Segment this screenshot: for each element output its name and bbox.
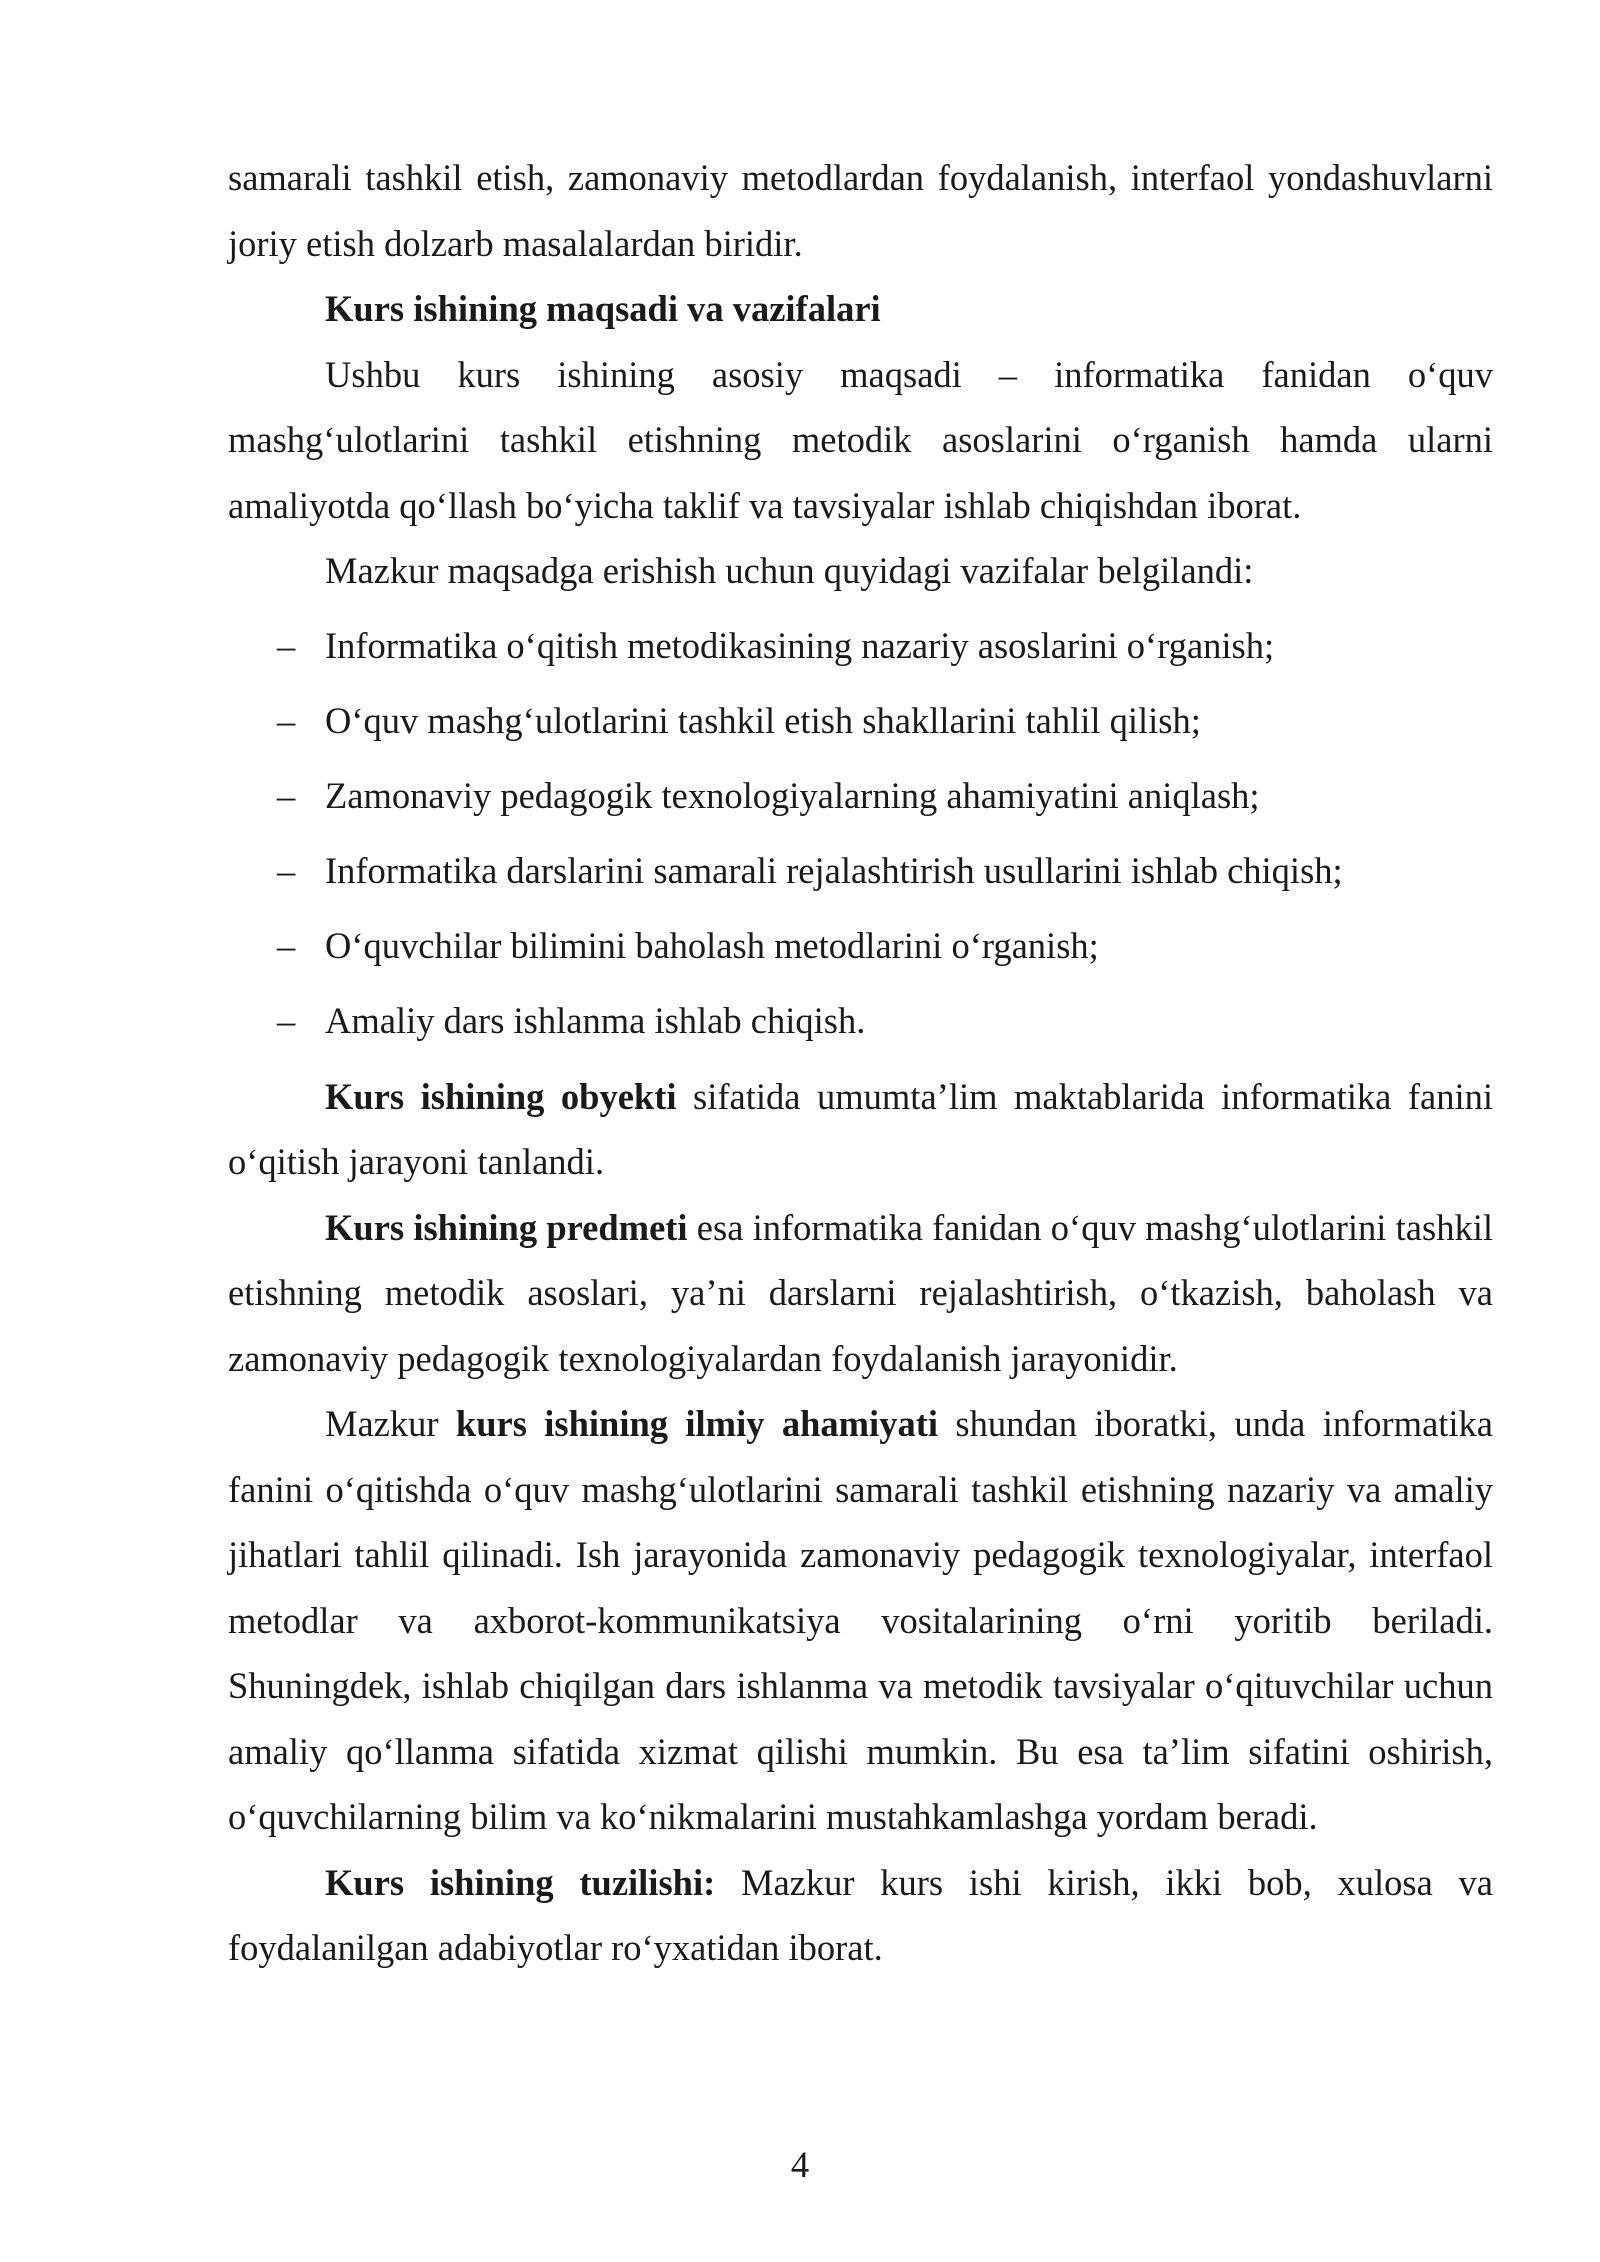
list-item xyxy=(228,683,1493,758)
list-item-text: O‘quvchilar bilimini baholash metodlarini o‘rganish; xyxy=(325,924,1099,966)
list-dash: – xyxy=(277,849,296,891)
paragraph-significance xyxy=(228,1391,1493,1850)
paragraph-object xyxy=(228,1064,1493,1195)
list-item-text: Informatika o‘qitish metodikasining nazariy asoslarini o‘rganish; xyxy=(325,624,1275,666)
paragraph-significance-start: Mazkur xyxy=(325,1403,456,1444)
term-significance: kurs ishining ilmiy ahamiyati xyxy=(455,1403,938,1444)
paragraph-significance-text: shundan iboratki, unda informatika fanini o‘qitishda o‘quv mashg‘ulotlarini samarali tashkil etishning nazariy va amaliy jihatlari tahlil qilinadi. Ish jarayonida zamonaviy pedagogik texnologiyalar, interfaol metodlar va axborot-kommunikatsiya vositalarining o‘rni yoritib beriladi. Shuningdek, ishlab chiqilgan dars ishlanma va metodik tavsiyalar o‘qituvchilar uchun amaliy qo‘llanma sifatida xizmat qilishi mumkin. Bu esa ta’lim sifatini oshirish, o‘quvchilarning bilim va ko‘nikmalarini mustahkamlashga yordam beradi. xyxy=(228,1403,1494,1837)
list-item-text: Zamonaviy pedagogik texnologiyalarning ahamiyatini aniqlash; xyxy=(325,774,1260,816)
paragraph-subject xyxy=(228,1195,1493,1392)
list-item xyxy=(228,758,1493,833)
term-object: Kurs ishining obyekti xyxy=(325,1075,677,1117)
paragraph-subject-text: esa informatika fanidan o‘quv mashg‘ulotlarini tashkil etishning metodik asoslari, ya’ni darslarni rejalashtirish, o‘tkazish, baholash va zamonaviy pedagogik texnologiyalardan foydalanish jarayonidir. xyxy=(228,1206,1493,1379)
list-dash: – xyxy=(277,924,296,966)
tasks-list xyxy=(228,608,1493,1058)
document-page xyxy=(228,145,1493,1981)
term-structure: Kurs ishining tuzilishi: xyxy=(325,1861,716,1903)
list-item xyxy=(228,833,1493,908)
list-item-text: Amaliy dars ishlanma ishlab chiqish. xyxy=(325,999,866,1041)
section-heading: Kurs ishining maqsadi va vazifalari xyxy=(325,288,881,329)
paragraph-intro-continuation: samarali tashkil etish, zamonaviy metodlardan foydalanish, interfaol yondashuvlarni joriy etish dolzarb masalalardan biridir. xyxy=(228,157,1493,264)
paragraph-structure xyxy=(228,1850,1493,1981)
list-item xyxy=(228,608,1493,683)
page-number: 4 xyxy=(790,2144,810,2185)
list-dash: – xyxy=(277,999,296,1041)
list-item-text: Informatika darslarini samarali rejalashtirish usullarini ishlab chiqish; xyxy=(325,849,1343,891)
paragraph-object-text: sifatida umumta’lim maktablarida informatika fanini o‘qitish jarayoni tanlandi. xyxy=(228,1075,1493,1182)
list-dash: – xyxy=(277,774,296,816)
list-item xyxy=(228,983,1493,1058)
list-dash: – xyxy=(277,624,296,666)
term-subject: Kurs ishining predmeti xyxy=(325,1206,688,1248)
list-item xyxy=(228,908,1493,983)
list-item-text: O‘quv mashg‘ulotlarini tashkil etish shakllarini tahlil qilish; xyxy=(325,699,1201,741)
paragraph-tasks-intro: Mazkur maqsadga erishish uchun quyidagi vazifalar belgilandi: xyxy=(325,550,1254,591)
paragraph-goal: Ushbu kurs ishining asosiy maqsadi – informatika fanidan o‘quv mashg‘ulotlarini tashkil etishning metodik asoslarini o‘rganish hamda ularni amaliyotda qo‘llash bo‘yicha taklif va tavsiyalar ishlab chiqishdan iborat. xyxy=(228,353,1493,526)
paragraph-structure-text: Mazkur kurs ishi kirish, ikki bob, xulosa va foydalanilgan adabiyotlar ro‘yxatidan iborat. xyxy=(228,1861,1493,1968)
list-dash: – xyxy=(277,699,296,741)
